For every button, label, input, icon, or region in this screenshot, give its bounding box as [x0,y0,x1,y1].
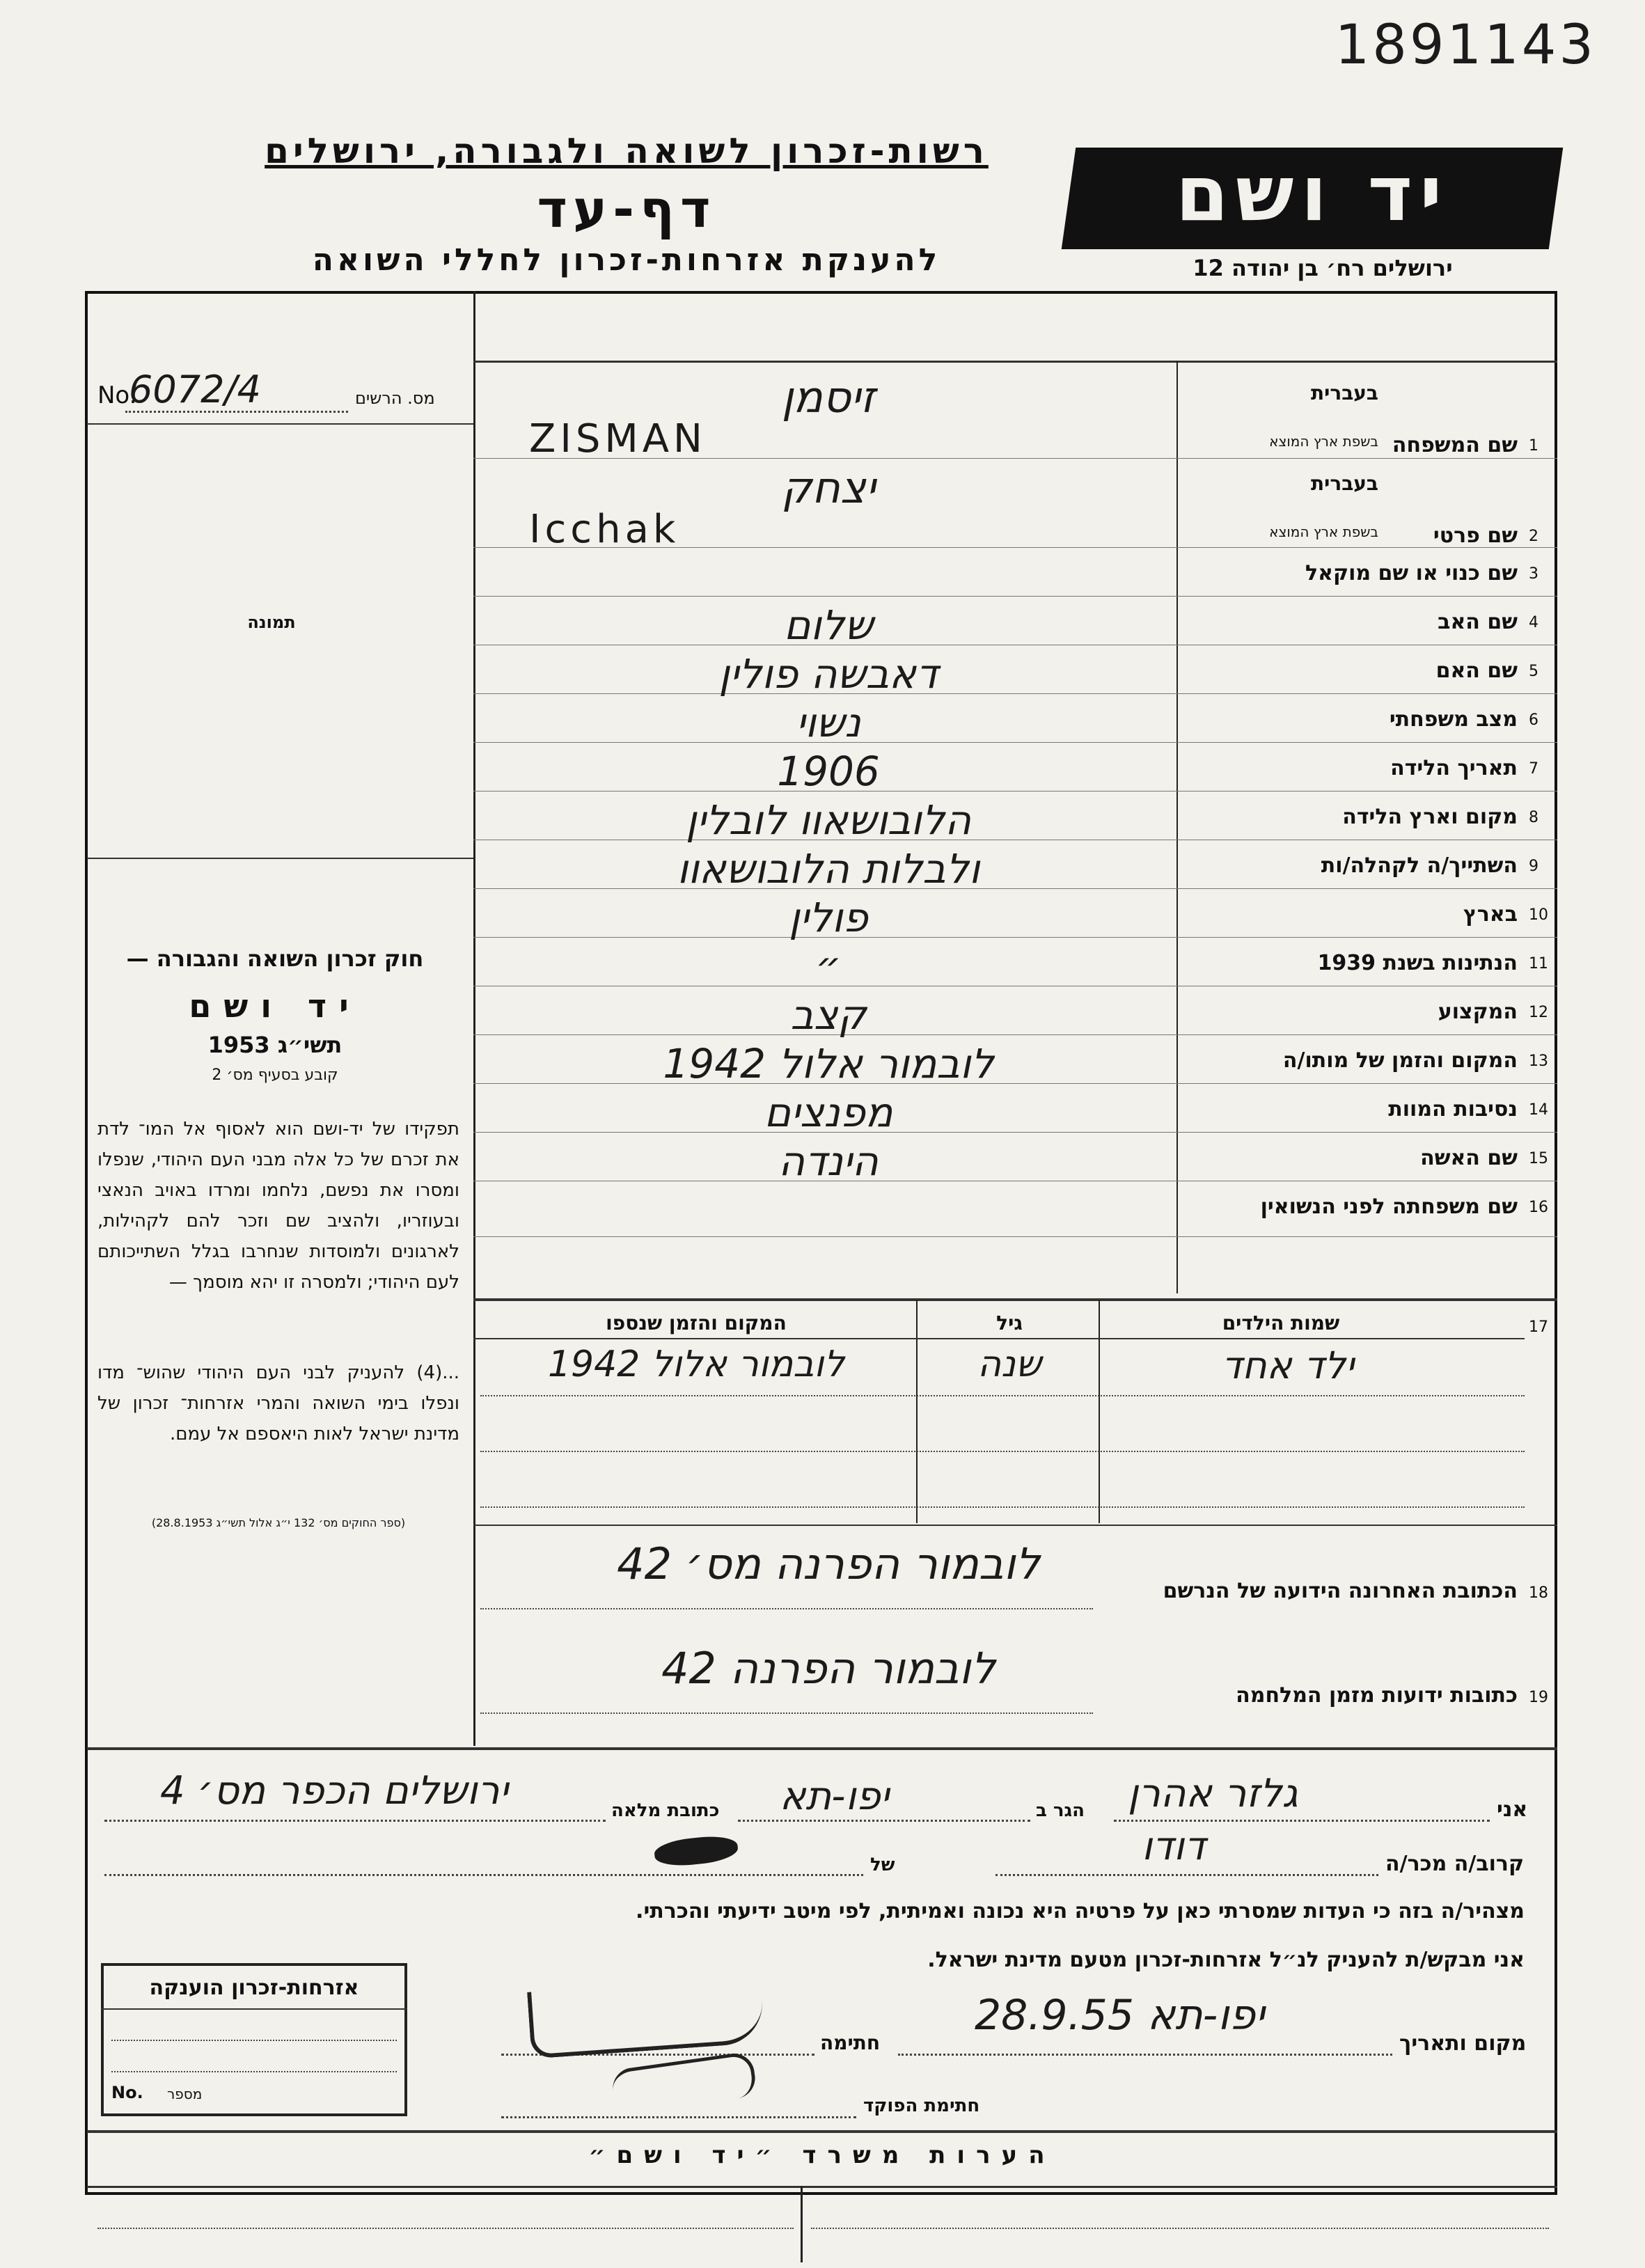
field-label: מקום וארץ הלידה [1342,805,1518,829]
field-number: 16 [1529,1199,1548,1216]
children-num: 17 [1529,1318,1548,1336]
address-row-line [480,1712,1093,1714]
field-number: 6 [1529,711,1538,729]
address-field-value: לובמור הפרנה 42 [661,1643,995,1694]
field-value-hebrew: 1906 [777,748,880,795]
decl-statement-2: אני מבקש/ת להעניק לנ״ל אזרחות-זכרון מטעם מדינת ישראל. [927,1948,1525,1972]
row-divider [473,1236,1557,1237]
field-sub-hebrew-label: בעברית [1310,381,1378,404]
field-number: 13 [1529,1053,1548,1070]
field-label: שם האם [1435,659,1518,683]
field-value-origin: Icchak [529,507,680,552]
child-age: שנה [977,1344,1041,1385]
reg-no-prefix: No. [97,381,137,409]
child-death-place: לובמור אלול 1942 [547,1344,845,1385]
children-col-place: המקום והזמן שנספו [606,1312,787,1334]
field-value-hebrew: פולין [789,894,868,941]
decl-place-date-value: יפו-תא 28.9.55 [975,1991,1265,2040]
field-number: 9 [1529,858,1538,875]
field-label: שם האב [1438,610,1518,634]
field-label: נסיבות המוות [1388,1097,1518,1121]
field-sub-hebrew-label: בעברית [1310,472,1378,495]
decl-resides-value: יפו-תא [780,1774,890,1819]
field-label: הנתינות בשנת 1939 [1317,951,1518,975]
field-number: 2 [1529,528,1538,545]
field-value-hebrew: הלובושאוו לובלין [686,796,971,844]
field-label: השתייך/ה לקהלה/ות [1321,853,1518,878]
field-value-hebrew: לובמור אלול 1942 [663,1040,994,1087]
form-title: דף-עד [537,180,716,239]
authority-line: רשות-זכרון לשואה ולגבורה, ירושלים [265,131,989,171]
field-value-hebrew: ״ [815,943,842,990]
photo-label: תמונה [247,613,296,632]
field-value-hebrew: יצחק [781,462,876,513]
field-label: שם האשה [1420,1146,1518,1170]
law-text-1: תפקידו של יד-ושם הוא לאסוף אל המו־ לדת את זכרם של כל אלה מבני העם היהודי, שנפלו ומסרו את נפשם, נלחמו ומרדו באויב הנאצי ובעוזריו, ולהציב שם וזכר להם לקהילות, לארגונים ולמוסדות שנחרבו בגלל השתייכותם לעם היהודי; ולמסרה זו יהא מוסמך — [97,1119,459,1293]
field-label: שם המשפחה [1392,433,1518,457]
children-col-age: גיל [996,1312,1023,1334]
field-number: 4 [1529,614,1538,631]
reg-number-value: 6072/4 [129,368,261,411]
law-title: חוק זכרון השואה והגבורה — [126,945,424,972]
address-row-line [480,1608,1093,1609]
field-number: 5 [1529,663,1538,680]
field-number: 12 [1529,1004,1548,1021]
archive-number: 1891143 [1335,14,1596,77]
citizenship-no: No. [111,2083,143,2102]
child-row-line [480,1451,1525,1452]
form-subtitle: להענקת אזרחות-זכרון לחללי השואה [312,242,941,278]
decl-relative-value: דודו [1142,1824,1206,1869]
field-sub-origin-label: בשפת ארץ המוצא [1269,433,1378,450]
law-year: תשי״ג 1953 [207,1032,343,1058]
field-value-hebrew: שלום [783,601,874,649]
field-number: 11 [1529,955,1548,972]
child-name: ילד אחד [1221,1344,1355,1387]
child-row-line [480,1395,1525,1396]
address-field-number: 18 [1529,1584,1548,1602]
row-divider [473,596,1557,597]
field-label: שם כנוי או שם מוקאל [1305,561,1518,585]
field-label: שם משפחתה לפני הנשואין [1260,1195,1518,1219]
decl-signature-label: חתימה [820,2031,881,2054]
field-value-hebrew: הינדה [778,1137,879,1185]
decl-i-value: גלזר אהרן [1128,1771,1298,1816]
decl-resides-label: הגר ב [1036,1800,1085,1821]
address-field-label: הכתובת האחרונה הידועה של הנרשם [1163,1579,1518,1603]
child-row-line [480,1506,1525,1508]
field-number: 15 [1529,1150,1548,1167]
field-number: 3 [1529,565,1538,583]
law-reference: (ספר החוקים מס׳ 132 י״ג אלול תשי״ג 28.8.1953) [151,1516,406,1529]
official-signature-label: חתימת הפוקד [863,2095,980,2116]
decl-address-label: כתובת מלאה [611,1800,720,1821]
field-value-hebrew: קצב [790,991,867,1039]
logo-text: יד ושם [1175,149,1449,238]
field-number: 14 [1529,1101,1548,1119]
field-label: בארץ [1463,902,1518,927]
field-label: שם פרטי [1433,523,1518,548]
citizenship-box-title: אזרחות-זכרון הוענקה [149,1976,359,2000]
field-number: 1 [1529,437,1538,455]
field-sub-origin-label: בשפת ארץ המוצא [1269,523,1378,540]
photo-area [97,430,459,848]
decl-of-label: של [870,1854,895,1875]
field-label: המקצוע [1438,1000,1518,1024]
field-value-hebrew: דאבשה פולין [718,650,938,698]
field-value-hebrew: זיסמן [781,372,876,423]
notes-footer: הערות משרד ״יד ושם״ [588,2141,1056,2169]
decl-place-date-label: מקום ותאריך [1399,2031,1527,2056]
decl-relative-label: קרוב/ה מכר/ה [1385,1852,1525,1876]
field-label: המקום והזמן של מותו/ה [1282,1048,1518,1073]
field-value-origin: ZISMAN [529,416,707,462]
field-value-hebrew: נשוי [796,699,861,746]
address-field-number: 19 [1529,1689,1548,1706]
field-value-hebrew: מפנצים [764,1089,893,1136]
address-line: ירושלים רח׳ בן יהודה 12 [1193,255,1453,281]
field-number: 8 [1529,809,1538,826]
field-label: תאריך הלידה [1390,756,1518,780]
law-name: יד ושם [189,987,361,1025]
children-col-names: שמות הילדים [1222,1312,1340,1334]
address-field-label: כתובות ידועות מזמן המלחמה [1236,1683,1518,1708]
decl-address-value: ירושלים הכפר מס׳ 4 [160,1768,509,1813]
citizenship-no-he: מספר [167,2086,203,2102]
reg-number-label: מס. הרשים [355,388,435,408]
field-value-hebrew: ולבלות הלובושאוו [677,845,980,892]
law-text-2: ...(4) להעניק לבני העם היהודי שהוש־ מדו ונפלו בימי השואה והמרי אזרחות־ זכרון של מדינת ישראל לאות היאספם אל עמם. [97,1362,459,1444]
law-section: קובע בסעיף מס׳ 2 [212,1066,338,1084]
decl-statement-1: מצהיר/ה בזה כי העדות שמסרתי כאן על פרטיה היא נכונה ואמיתית, לפי מיטב ידיעתי והכרתי. [636,1899,1525,1923]
address-field-value: לובמור הפרנה מס׳ 42 [617,1538,1040,1589]
field-number: 10 [1529,906,1548,924]
field-label: מצב משפחתי [1389,707,1518,732]
decl-i-label: אני [1497,1797,1528,1822]
field-number: 7 [1529,760,1538,778]
